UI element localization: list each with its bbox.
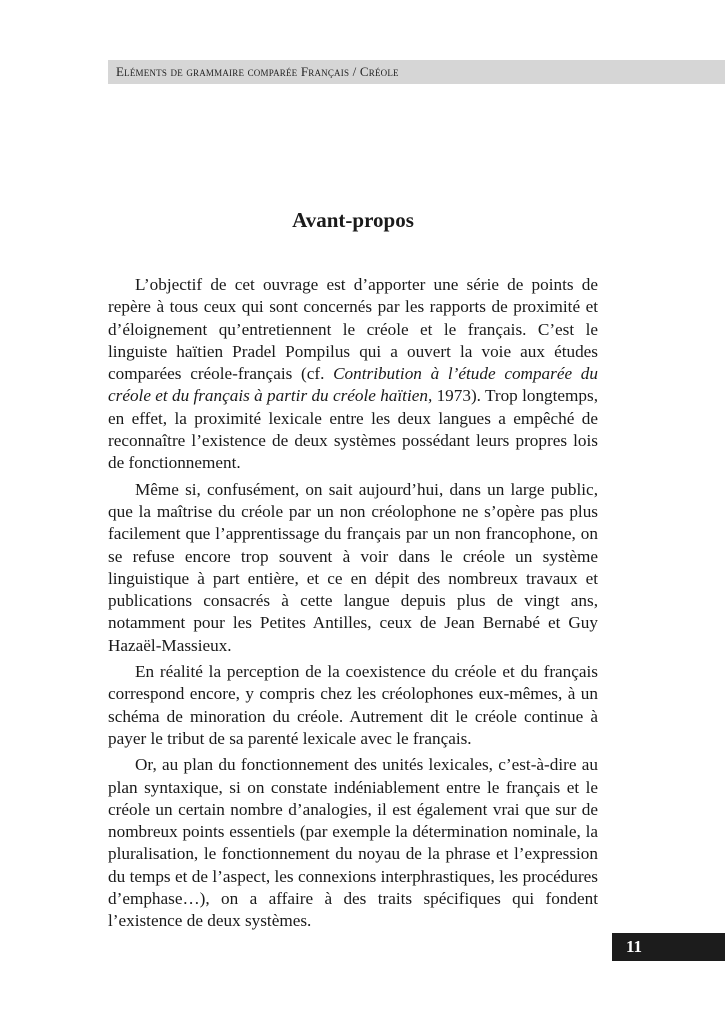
running-header	[108, 60, 725, 84]
section-title: Avant-propos	[292, 208, 414, 232]
paragraph-3: En réalité la perception de la coexistence du créole et du français correspond encore, y compris chez les créolophones eux-mêmes, à un schéma de minoration du créole. Autrement dit le créole continue à payer le tribut de sa parenté lexicale avec le français.	[108, 662, 598, 748]
page-number: 11	[612, 933, 725, 961]
body-text	[108, 274, 598, 933]
paragraph-1-text-a: L’objectif de cet ouvrage est d’apporter une série de points de repère à tous ceux qui sont concernés par les rapports de proximité et d’éloignement qu’entretiennent le créole et le français. C’est le linguiste haïtien Pradel Pompilus qui a ouvert la voie aux études comparées créole-français (cf.	[108, 275, 598, 384]
paragraph-1	[108, 274, 598, 475]
paragraph-1-citation: Contribution à l’étude comparée du créole et du français à partir du créole haïtien,	[108, 364, 598, 406]
running-title: Eléments de grammaire comparée Français / Créole	[116, 64, 399, 79]
paragraph-4: Or, au plan du fonctionnement des unités lexicales, c’est-à-dire au plan syntaxique, si on constate indéniablement entre le français et le créole un certain nombre d’analogies, il est également vrai que sur de nombreux points essentiels (par exemple la détermination nominale, la pluralisation, le fonctionnement du noyau de la phrase et l’expression du temps et de l’aspect, les connexions interphrastiques, les procédures d’emphase…), on a affaire à des traits spécifiques qui fondent l’existence de deux systèmes.	[108, 755, 598, 931]
paragraph-2: Même si, confusément, on sait aujourd’hui, dans un large public, que la maîtrise du créole par un non créolophone ne s’opère pas plus facilement que l’apprentissage du français par un non francophone, on se refuse encore trop souvent à voir dans le créole un système linguistique à part entière, et ce en dépit des nombreux travaux et publications consacrés à cette langue depuis plus de vingt ans, notamment pour les Petites Antilles, ceux de Jean Bernabé et Guy Hazaël-Massieux.	[108, 479, 598, 655]
paragraph-1-text-b: 1973). Trop longtemps, en effet, la proximité lexicale entre les deux langues a empêché de reconnaître l’existence de deux systèmes possédant leurs propres lois de fonctionnement.	[108, 386, 598, 473]
